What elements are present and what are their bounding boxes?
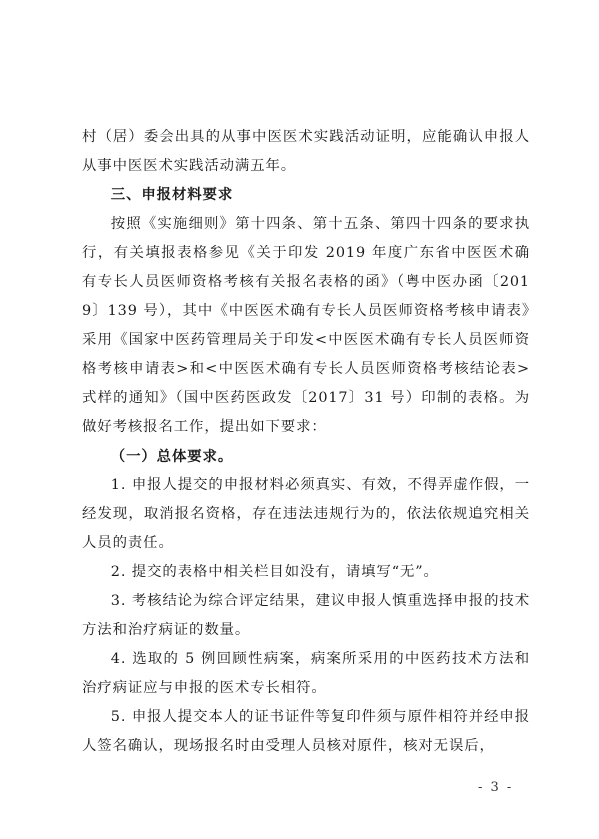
page-number: - 3 -	[478, 780, 514, 795]
list-item-5: 5. 申报人提交本人的证书证件等复印件须与原件相符并经申报人签名确认，现场报名时由受理人员核对原件，核对无误后，	[82, 709, 530, 754]
list-item-2: 2. 提交的表格中相关栏目如没有，请填写“无”。	[110, 564, 439, 580]
document-body	[82, 123, 530, 761]
paragraph-requirements-intro: 按照《实施细则》第十四条、第十五条、第四十四条的要求执行，有关填报表格参见《关于印发 2019 年度广东省中医医术确有专长人员医师资格考核有关报名表格的函》（粤中医办函〔2019〕139 号），其中《中医医术确有专长人员医师资格考核申请表》采用《国家中医药管理局关于印发<中医医术确有专长人员医师资格考核申请表>和<中医医术确有专长人员医师资格考核结论表>式样的通知》（国中医药医政发〔2017〕31 号）印制的表格。为做好考核报名工作，提出如下要求：	[82, 216, 530, 435]
paragraph-continuation: 村（居）委会出具的从事中医医术实践活动证明，应能确认申报人从事中医医术实践活动满五年。	[82, 129, 530, 174]
subsection-heading-general-requirements: （一）总体要求。	[110, 448, 234, 465]
list-item-4: 4. 选取的 5 例回顾性病案，病案所采用的中医药技术方法和治疗病证应与申报的医术专长相符。	[82, 651, 530, 696]
list-item-1: 1. 申报人提交的申报材料必须真实、有效，不得弄虚作假，一经发现，取消报名资格，存在违法违规行为的，依法依规追究相关人员的责任。	[82, 477, 530, 551]
section-heading-application-materials: 三、申报材料要求	[110, 187, 234, 203]
list-item-3: 3. 考核结论为综合评定结果，建议申报人慎重选择申报的技术方法和治疗病证的数量。	[82, 593, 530, 638]
